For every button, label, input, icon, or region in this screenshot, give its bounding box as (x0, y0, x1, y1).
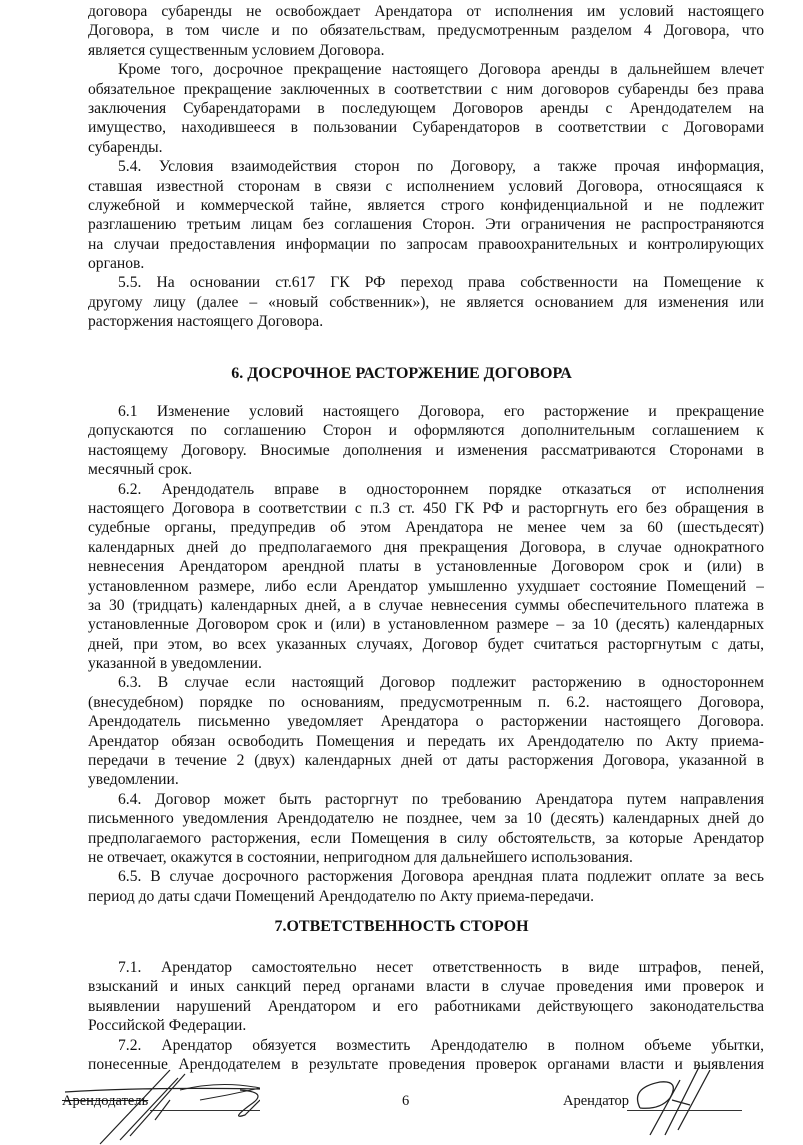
text-line: Договора, в том числе и по обязательствам, предусмотренным разделом 4 Договора, что (88, 22, 764, 40)
text-line: месячный срок. (88, 461, 193, 479)
paragraph (88, 402, 764, 480)
text-line: договора субаренды не освобождает Арендатора от исполнения им условий настоящего (88, 3, 764, 20)
text-line: 6.2. Арендодатель вправе в одностороннем порядке отказаться от исполнения (118, 480, 764, 498)
text-line: Арендодатель письменно уведомляет Арендатора о расторжении настоящего Договора. (88, 713, 764, 731)
paragraph (88, 2, 764, 60)
text-line: 6.4. Договор может быть расторгнут по требованию Арендатора путем направления (118, 790, 764, 808)
text-line: письменного уведомления Арендодателю не позднее, чем за 10 (десять) календарных дней до (88, 810, 764, 828)
text-line: установленные Договором срок и (или) в установленном размере – за 10 (десять) календарных (88, 616, 764, 634)
text-line: выявлении нарушений Арендатором и его работниками действующего законодательства (88, 997, 764, 1015)
heading-section-6: 6. ДОСРОЧНОЕ РАСТОРЖЕНИЕ ДОГОВОРА (231, 365, 572, 382)
text-line: Кроме того, досрочное прекращение настоящего Договора аренды в дальнейшем влечет (118, 61, 764, 79)
text-line: понесенные Арендодателем в результате проведения проверок органами власти и выявления (88, 1055, 764, 1073)
paragraph (88, 157, 764, 273)
tenant-signature (620, 1060, 740, 1140)
landlord-signature-label: Арендодатель (62, 1093, 149, 1109)
text-line: 6.1 Изменение условий настоящего Договора, его расторжение и прекращение (118, 403, 764, 420)
text-line: установленном размере, либо если Арендатор умышленно ухудшает состояние Помещений – (88, 577, 764, 595)
text-line: указанной в уведомлении. (88, 655, 262, 673)
section-5-continuation (88, 2, 764, 332)
text-line: заключения Субарендаторами в последующем Договоров аренды с Арендодателем на (88, 99, 764, 117)
page-number: 6 (402, 1093, 410, 1109)
paragraph (88, 480, 764, 674)
paragraph (88, 958, 764, 1036)
text-line: разглашению третьим лицам без соглашения Сторон. Эти ограничения не распространяются (88, 216, 764, 234)
text-line: расторжения настоящего Договора. (88, 313, 324, 331)
text-line: период до даты сдачи Помещений Арендодателю по Акту приема-передачи. (88, 887, 594, 905)
paragraph (88, 790, 764, 868)
text-line: дней, при этом, во всех указанных случаях, Договор будет считаться расторгнутым с даты, (88, 635, 764, 653)
text-line: невнесения Арендатором арендной платы в установленные Договором срок и (или) в (88, 558, 764, 576)
section-7-body (88, 958, 764, 1074)
text-line: календарных дней до предполагаемого дня прекращения Договора, в случае однократного (88, 538, 764, 556)
text-line: органов. (88, 255, 145, 273)
text-line: 6.5. В случае досрочного расторжения Договора арендная плата подлежит оплате за весь (118, 868, 764, 886)
text-line: за 30 (тридцать) календарных дней, а в случае невнесения суммы обеспечительного платежа в (88, 596, 764, 614)
text-line: предполагаемого расторжения, если Помещения в силу обстоятельств, за которые Арендатор (88, 829, 764, 847)
tenant-signature-label: Арендатор (563, 1093, 630, 1109)
text-line: настоящему Договору. Вносимые дополнения и изменения рассматриваются Сторонами в (88, 441, 764, 459)
text-line: 7.1. Арендатор самостоятельно несет ответственность в виде штрафов, пеней, (118, 959, 764, 976)
text-line: уведомлении. (88, 771, 179, 789)
text-line: субаренды. (88, 138, 163, 156)
text-line: на случаи предоставления информации по запросам правоохранительных и контролирующих (88, 235, 764, 253)
text-line: Арендатор обязан освободить Помещения и передать их Арендодателю по Акту приема- (88, 732, 764, 750)
text-line: судебные органы, предупредив об этом Арендатора не менее чем за 60 (шестьдесят) (88, 519, 764, 537)
text-line: имущество, находившееся в пользовании Субарендаторов в соответствии с Договорами (88, 119, 764, 137)
heading-section-7: 7.ОТВЕТСТВЕННОСТЬ СТОРОН (274, 918, 529, 935)
text-line: взысканий и иных санкций перед органами власти в случае проведения ими проверок и (88, 978, 764, 996)
paragraph (88, 60, 764, 157)
text-line: не отвечает, окажутся в состоянии, непригодном для дальнейшего использования. (88, 848, 633, 866)
text-line: (внесудебном) порядке по основаниям, предусмотренным п. 6.2. настоящего Договора, (88, 693, 764, 711)
text-line: другому лицу (далее – «новый собственник»), не является основанием для изменения или (88, 293, 764, 311)
text-line: 5.4. Условия взаимодействия сторон по Договору, а также прочая информация, (118, 158, 764, 176)
section-6-body (88, 402, 764, 906)
text-line: допускаются по соглашению Сторон и оформляются дополнительным соглашением к (88, 422, 764, 440)
text-line: служебной и коммерческой тайне, является строго конфиденциальной и не подлежит (88, 196, 764, 214)
text-line: является существенным условием Договора. (88, 41, 385, 59)
paragraph (88, 273, 764, 331)
text-line: настоящего Договора в соответствии с п.3 ст. 450 ГК РФ и расторгнуть его без обращения в (88, 499, 764, 517)
text-line: ставшая известной сторонам в связи с исполнением условий Договора, относящаяся к (88, 177, 764, 195)
paragraph (88, 867, 764, 906)
text-line: обязательное прекращение заключенных в соответствии с ним договоров субаренды без права (88, 80, 764, 98)
text-line: Российской Федерации. (88, 1017, 247, 1035)
paragraph (88, 673, 764, 789)
text-line: передачи в течение 2 (двух) календарных дней от даты расторжения Договора, указанной в (88, 752, 764, 770)
text-line: 5.5. На основании ст.617 ГК РФ переход права собственности на Помещение к (118, 274, 764, 292)
text-line: 6.3. В случае если настоящий Договор подлежит расторжению в одностороннем (118, 674, 764, 692)
landlord-signature (60, 1060, 260, 1145)
text-line: 7.2. Арендатор обязуется возместить Арендодателю в полном объеме убытки, (118, 1036, 764, 1054)
